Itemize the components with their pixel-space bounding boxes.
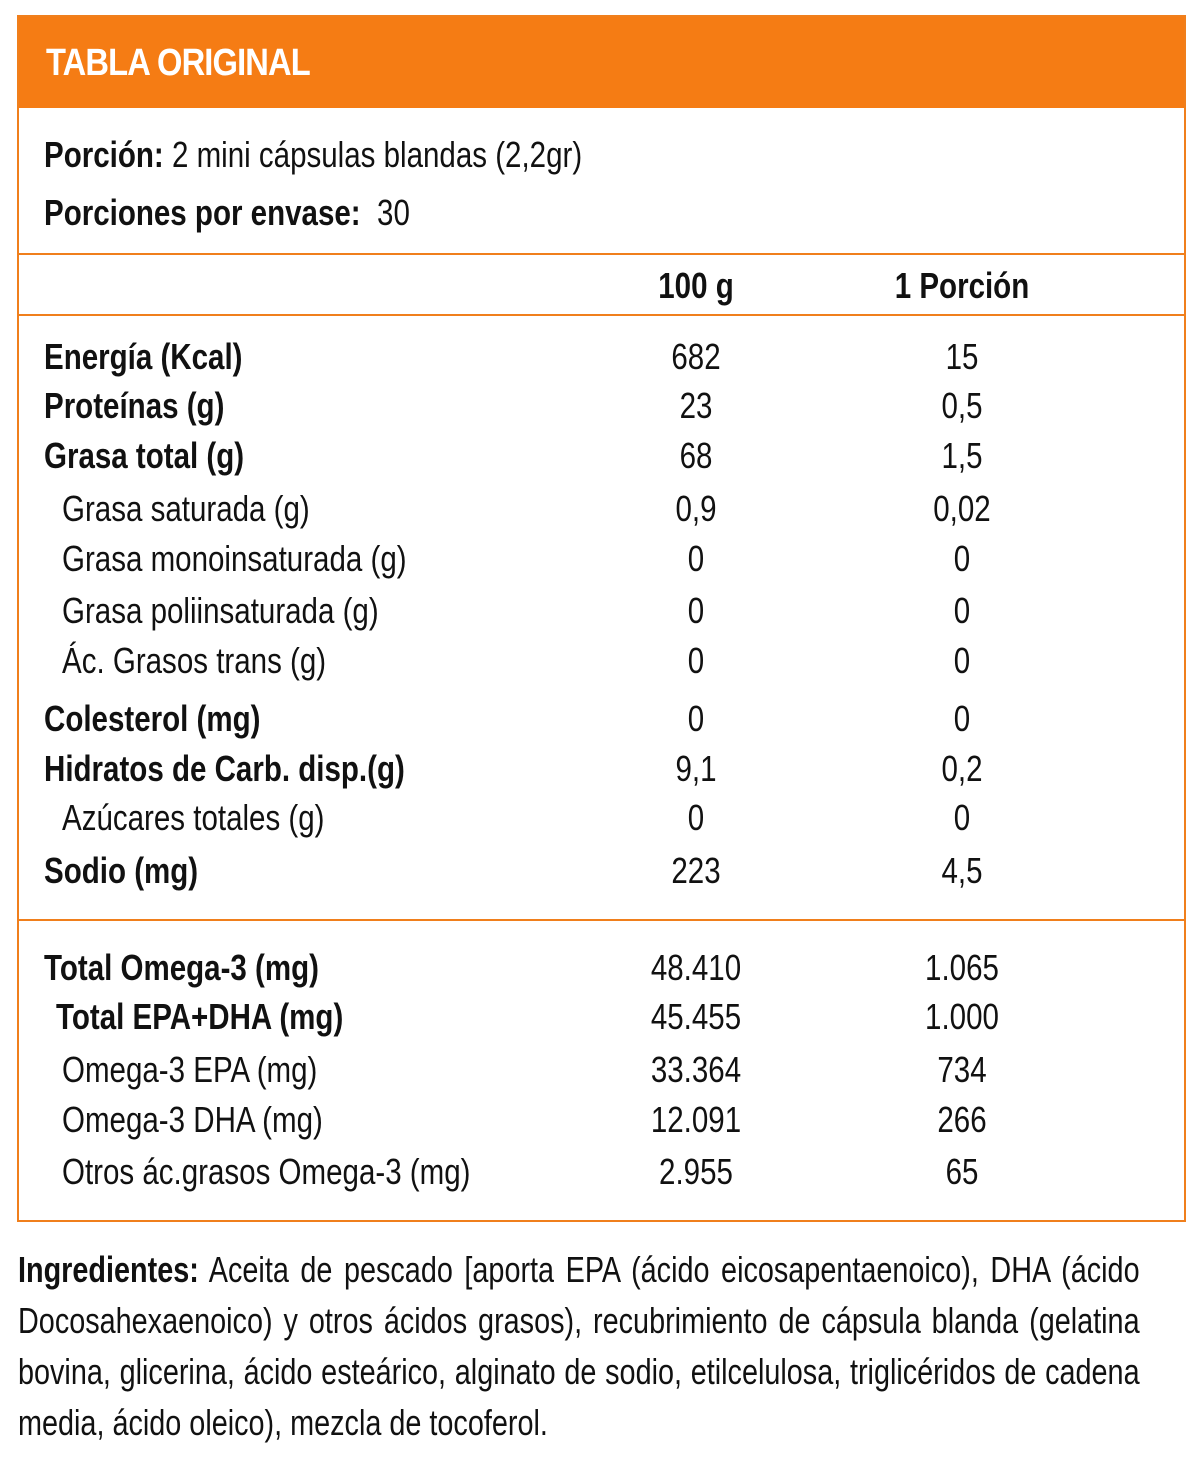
omega-label-other: Otros ác.grasos Omega-3 (mg) (62, 1151, 471, 1192)
nutrient-value-100g: 9,1 (675, 748, 717, 789)
nutrient-value-100g: 23 (679, 385, 713, 426)
nutrient-value-100g: 0 (687, 538, 705, 579)
omega-value-100g: 2.955 (659, 1151, 733, 1192)
nutrient-value-100g: 0 (687, 640, 705, 681)
nutrient-value-100g: 0 (687, 698, 705, 739)
nutrient-label-sugars: Azúcares totales (g) (62, 797, 325, 838)
nutrient-value-portion: 15 (945, 336, 979, 377)
table-header (19, 17, 1184, 108)
omega-value-portion: 1.000 (925, 996, 999, 1037)
nutrient-value-portion: 0 (953, 797, 971, 838)
servings-per-pack (44, 193, 410, 233)
nutrient-value-portion: 4,5 (941, 850, 983, 891)
nutrient-value-100g: 0 (687, 797, 705, 838)
omega-value-portion: 734 (937, 1049, 987, 1090)
ingredients-label: Ingredientes: (18, 1249, 199, 1290)
nutrient-value-portion: 0 (953, 590, 971, 631)
nutrient-value-100g: 68 (679, 435, 713, 476)
nutrient-value-portion: 0 (953, 698, 971, 739)
nutrient-label-sodium: Sodio (mg) (44, 850, 199, 891)
ingredients-text (18, 1244, 1140, 1448)
nutrient-label-energy: Energía (Kcal) (44, 336, 243, 377)
omega-label-epa-dha: Total EPA+DHA (mg) (56, 996, 344, 1037)
nutrient-label-total-fat: Grasa total (g) (44, 435, 245, 476)
nutrient-label-trans-fat: Ác. Grasos trans (g) (62, 640, 327, 681)
divider (19, 314, 1184, 316)
column-header-portion: 1 Porción (894, 265, 1030, 306)
omega-value-100g: 48.410 (650, 947, 742, 988)
nutrient-value-portion: 0,5 (941, 385, 983, 426)
column-header-100g: 100 g (658, 265, 734, 306)
servings-per-pack-label: Porciones por envase: (44, 192, 361, 233)
nutrient-value-portion: 0,02 (933, 488, 991, 529)
serving-size-value: 2 mini cápsulas blandas (2,2gr) (171, 134, 583, 175)
nutrient-label-poly-fat: Grasa poliinsaturada (g) (62, 590, 379, 631)
nutrient-value-100g: 0 (687, 590, 705, 631)
omega-value-portion: 1.065 (925, 947, 999, 988)
omega-value-100g: 33.364 (650, 1049, 742, 1090)
nutrient-value-100g: 0,9 (675, 488, 717, 529)
serving-size (44, 135, 582, 175)
omega-label-epa: Omega-3 EPA (mg) (62, 1049, 318, 1090)
nutrition-table (17, 15, 1186, 1222)
divider (19, 919, 1184, 921)
nutrient-value-portion: 0,2 (941, 748, 983, 789)
omega-value-portion: 266 (937, 1099, 987, 1140)
servings-per-pack-value: 30 (377, 192, 410, 233)
nutrient-label-mono-fat: Grasa monoinsaturada (g) (62, 538, 407, 579)
nutrient-label-carbohydrates: Hidratos de Carb. disp.(g) (44, 748, 405, 789)
omega-value-100g: 45.455 (650, 996, 742, 1037)
nutrient-value-100g: 223 (671, 850, 721, 891)
divider (19, 253, 1184, 255)
nutrient-label-cholesterol: Colesterol (mg) (44, 698, 261, 739)
nutrient-label-protein: Proteínas (g) (44, 385, 225, 426)
nutrient-value-portion: 0 (953, 640, 971, 681)
serving-size-label: Porción: (44, 134, 164, 175)
omega-label-total: Total Omega-3 (mg) (44, 947, 319, 988)
ingredients-list: Aceita de pescado [aporta EPA (ácido eicosapentaenoico), DHA (ácido Docosahexaenoico) y otros ácidos grasos), recubrimiento de cápsula blanda (gelatina bovina, glicerina, ácido esteárico, alginato de sodio, etilcelulosa, triglicéridos de cadena media, ácido oleico), mezcla de tocoferol. (18, 1249, 1140, 1443)
nutrient-value-portion: 0 (953, 538, 971, 579)
nutrient-value-100g: 682 (671, 336, 721, 377)
nutrient-label-saturated-fat: Grasa saturada (g) (62, 488, 310, 529)
table-title: TABLA ORIGINAL (46, 42, 310, 84)
omega-value-portion: 65 (945, 1151, 979, 1192)
nutrient-value-portion: 1,5 (941, 435, 983, 476)
omega-label-dha: Omega-3 DHA (mg) (62, 1099, 323, 1140)
omega-value-100g: 12.091 (650, 1099, 742, 1140)
